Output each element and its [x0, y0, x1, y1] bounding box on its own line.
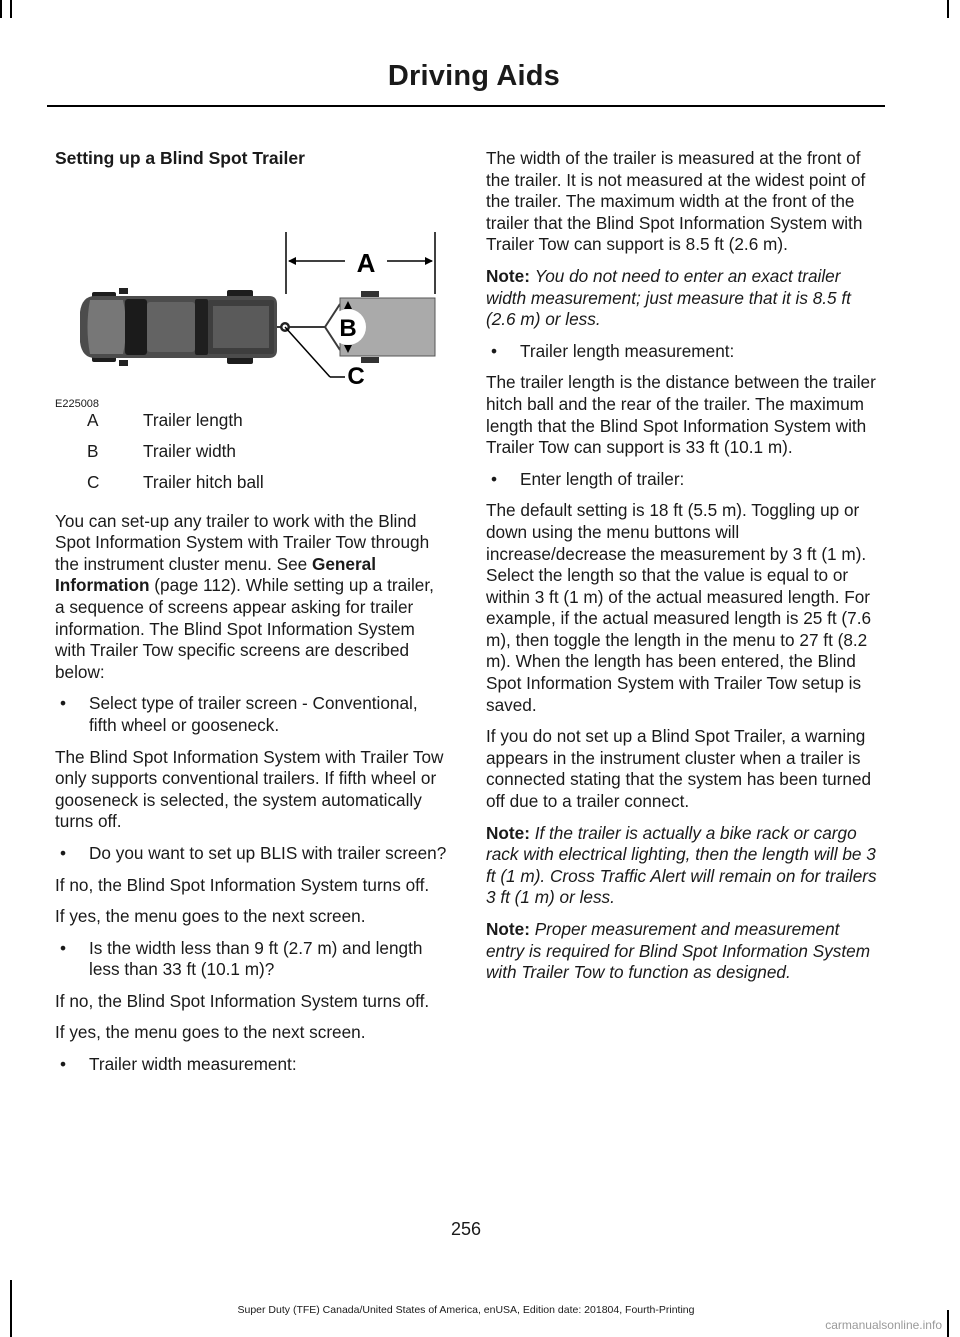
legend-text: Trailer length: [143, 410, 243, 431]
general-information-link[interactable]: General Information: [55, 553, 376, 596]
paragraph: If you do not set up a Blind Spot Trailer, a warning appears in the instrument cluster when a trailer is connected stating that the system has been turned off due to a trailer connect.: [486, 726, 872, 812]
crop-mark: [10, 0, 12, 18]
crop-mark: [947, 1310, 949, 1337]
bullet-glyph: •: [60, 842, 67, 863]
label-c: C: [347, 362, 365, 386]
paragraph: The Blind Spot Information System with Trailer Tow only supports conventional trailers. If fifth wheel or gooseneck is selected, the system automatically turns off.: [55, 746, 444, 832]
legend-letter: A: [87, 410, 99, 431]
paragraph: If yes, the menu goes to the next screen.: [55, 906, 366, 927]
right-column: [486, 148, 880, 994]
page-number: 256: [450, 1219, 482, 1239]
bullet-item: [55, 938, 447, 981]
bullet-glyph: •: [60, 937, 67, 958]
crop-mark: [947, 0, 949, 18]
bullet-glyph: •: [491, 468, 498, 489]
paragraph: The trailer length is the distance between the trailer hitch ball and the rear of the trailer. The maximum length that the Blind Spot Information System with Trailer Tow can support is 33 ft (10.1 m).: [486, 372, 876, 458]
figure-code: E225008: [55, 397, 100, 410]
watermark: carmanualsonline.info: [825, 1318, 942, 1332]
paragraph: If no, the Blind Spot Information System turns off.: [55, 990, 430, 1011]
bullet-text: Trailer length measurement:: [520, 340, 735, 361]
header-rule: [47, 105, 885, 107]
bullet-glyph: •: [491, 340, 498, 361]
crop-mark: [0, 0, 2, 18]
bullet-text: Do you want to set up BLIS with trailer screen?: [89, 842, 447, 863]
bullet-glyph: •: [60, 693, 67, 714]
intro-text-end: (page 112). While setting up a trailer, a sequence of screens appear asking for trailer information. The Blind Spot Information System with Trailer Tow specific screens are described below:: [55, 575, 434, 682]
legend-letter: C: [87, 472, 100, 493]
legend-text: Trailer hitch ball: [143, 472, 264, 493]
note-text: You do not need to enter an exact trailer width measurement; just measure that it is 8.5 ft (2.6 m) or less.: [486, 265, 851, 330]
paragraph: The default setting is 18 ft (5.5 m). Toggling up or down using the menu buttons will increase/decrease the measurement by 3 ft (1 m). Select the length so that the value is equal to or within 3 ft (1 m) of the actual measured length. For example, if the actual measured length is 25 ft (7.6 m), then toggle the length in the menu to 27 ft (8.2 m). When the length has been entered, the Blind Spot Information System with Trailer Tow setup is saved.: [486, 500, 872, 715]
note: [486, 823, 880, 909]
page-header-title: Driving Aids: [387, 60, 560, 92]
bullet-item: [55, 1054, 447, 1076]
section-title: Setting up a Blind Spot Trailer: [55, 148, 305, 168]
legend-row: [55, 437, 447, 468]
bullet-glyph: •: [60, 1054, 67, 1075]
truck-icon: [80, 288, 277, 366]
label-a: A: [356, 247, 376, 278]
bullet-item: [55, 693, 447, 736]
bullet-item: [486, 341, 880, 363]
note-label: Note:: [486, 265, 530, 286]
figure-legend: [55, 406, 447, 499]
bullet-text: Is the width less than 9 ft (2.7 m) and length less than 33 ft (10.1 m)?: [89, 937, 423, 980]
bullet-item: [486, 469, 880, 491]
legend-row: [55, 406, 447, 437]
truck-trailer-illustration: [55, 182, 447, 386]
note: [486, 266, 880, 331]
footer-edition: Super Duty (TFE) Canada/United States of America, enUSA, Edition date: 201804, Fourth-Printing: [237, 1304, 695, 1316]
bullet-item: [55, 843, 447, 865]
note-text: Proper measurement and measurement entry is required for Blind Spot Information System with Trailer Tow to function as designed.: [486, 919, 871, 983]
bullet-text: Trailer width measurement:: [89, 1054, 297, 1075]
note: [486, 919, 880, 984]
legend-text: Trailer width: [143, 441, 236, 462]
note-text: If the trailer is actually a bike rack or cargo rack with electrical lighting, then the length will be 3 ft (1 m). Cross Traffic Alert will remain on for trailers 3 ft (1 m) or less.: [486, 822, 877, 908]
left-column: [55, 148, 447, 1086]
trailer-diagram: [55, 182, 447, 410]
legend-row: [55, 468, 447, 499]
paragraph: If no, the Blind Spot Information System turns off.: [55, 874, 430, 895]
bullet-text: Select type of trailer screen - Conventional, fifth wheel or gooseneck.: [89, 693, 418, 735]
legend-letter: B: [87, 441, 99, 462]
label-b: B: [339, 314, 357, 342]
note-label: Note:: [486, 919, 530, 939]
bullet-text: Enter length of trailer:: [520, 468, 685, 489]
intro-text: You can set-up any trailer to work with the Blind Spot Information System with Trailer Tow through the instrument cluster menu. See: [55, 510, 430, 574]
paragraph: If yes, the menu goes to the next screen.: [55, 1022, 366, 1043]
paragraph: The width of the trailer is measured at the front of the trailer. It is not measured at the widest point of the trailer. The maximum width at the front of the trailer that the Blind Spot Information System with Trailer Tow can support is 8.5 ft (2.6 m).: [486, 148, 866, 255]
note-label: Note:: [486, 822, 530, 843]
intro-paragraph: [55, 511, 447, 684]
